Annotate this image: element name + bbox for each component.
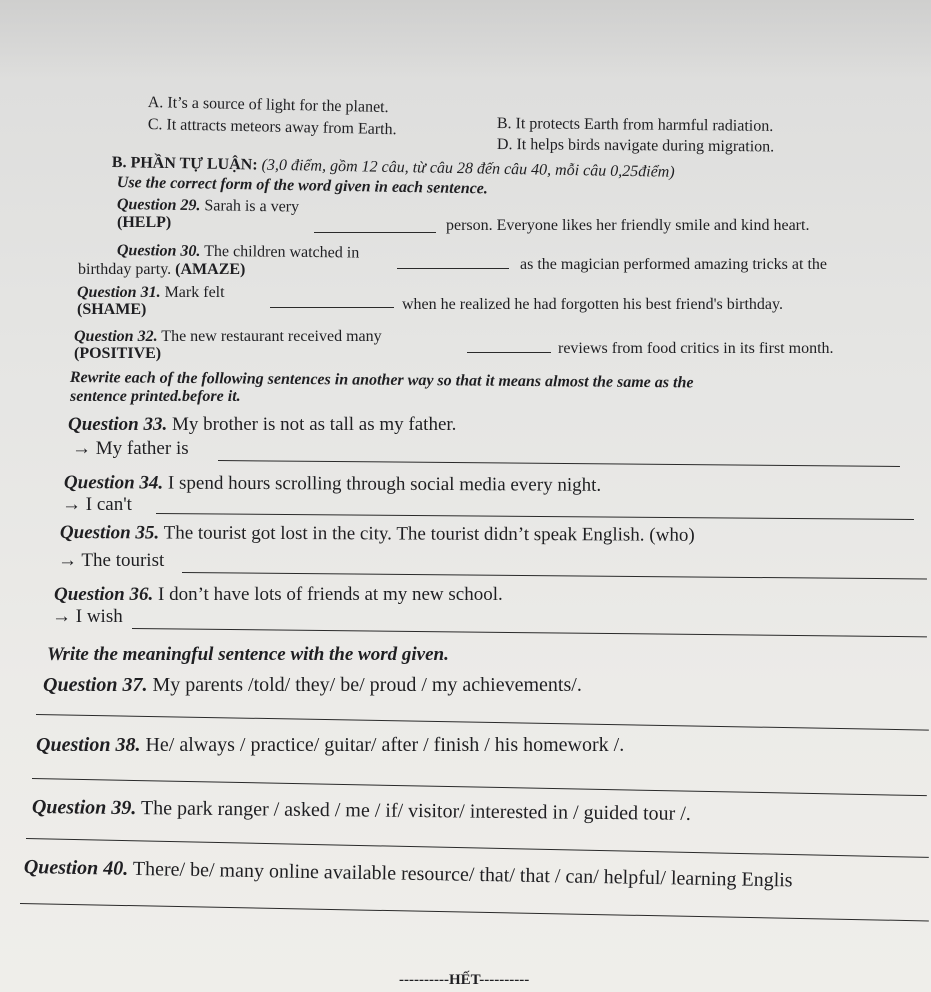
q34-answer-line[interactable]	[156, 513, 914, 520]
q38-answer-line[interactable]	[32, 778, 927, 796]
q35-text: The tourist got lost in the city. The tourist didn’t speak English. (who)	[163, 522, 695, 546]
q31-text-before: Mark felt	[164, 284, 225, 301]
q34-prompt: → I can't	[62, 494, 132, 515]
q39-question	[32, 796, 691, 826]
q32-text-before: The new restaurant received many	[161, 328, 382, 345]
q39-answer-line[interactable]	[26, 838, 929, 858]
end-mark: ----------HẾT----------	[399, 972, 530, 988]
q31-label: Question 31.	[77, 284, 161, 301]
q38-label: Question 38.	[36, 734, 141, 756]
q34-question	[64, 472, 601, 497]
q33-answer-line[interactable]	[218, 460, 900, 467]
q36-text: I don’t have lots of friends at my new school.	[158, 584, 503, 605]
q29-text-before: Sarah is a very	[204, 197, 300, 216]
q30-keyword: (AMAZE)	[175, 261, 246, 278]
option-c: C. It attracts meteors away from Earth.	[147, 116, 397, 139]
top-shadow	[0, 0, 931, 80]
q36-answer-line[interactable]	[132, 628, 927, 637]
q39-label: Question 39.	[31, 796, 137, 820]
q29-keyword: (HELP)	[117, 214, 172, 231]
q34-text: I spend hours scrolling through social media every night.	[167, 472, 602, 496]
q31-answer-blank[interactable]	[270, 307, 394, 308]
q37-question	[43, 674, 582, 697]
q40-question	[24, 856, 793, 892]
option-a: A. It’s a source of light for the planet.	[147, 94, 389, 117]
q32-line1	[74, 328, 382, 346]
option-b: B. It protects Earth from harmful radiation.	[496, 115, 774, 135]
q29-text-after: person. Everyone likes her friendly smile and kind heart.	[446, 217, 810, 234]
q36-prompt: → I wish	[52, 606, 123, 627]
q36-label: Question 36.	[54, 584, 154, 605]
q37-text: My parents /told/ they/ be/ proud / my achievements/.	[152, 674, 582, 696]
q30-text-cont: birthday party.	[78, 261, 172, 278]
option-d: D. It helps birds navigate during migration.	[496, 136, 775, 156]
q31-text-after: when he realized he had forgotten his best friend's birthday.	[402, 296, 783, 313]
q32-answer-blank[interactable]	[467, 352, 551, 353]
meaningful-instruction: Write the meaningful sentence with the word given.	[47, 644, 449, 665]
q30-line2	[78, 261, 245, 279]
rewrite-instruction-line2: sentence printed.before it.	[70, 388, 241, 405]
q40-answer-line[interactable]	[20, 903, 929, 921]
q32-keyword: (POSITIVE)	[74, 345, 162, 362]
q29-answer-blank[interactable]	[314, 232, 436, 233]
q33-text: My brother is not as tall as my father.	[172, 414, 457, 435]
q38-question	[36, 734, 624, 757]
q31-line1	[77, 284, 225, 302]
rewrite-instruction-line1: Rewrite each of the following sentences in another way so that it means almost the same as the	[69, 369, 694, 392]
q30-text-after: as the magician performed amazing tricks at the	[520, 256, 827, 273]
q33-question	[68, 414, 456, 436]
q31-keyword: (SHAME)	[77, 301, 147, 318]
q30-line1	[117, 242, 360, 263]
q35-label: Question 35.	[59, 522, 160, 544]
q35-prompt: → The tourist	[58, 550, 165, 571]
section-b-note: (3,0 điểm, gồm 12 câu, từ câu 28 đến câu 40, mỗi câu 0,25điểm)	[261, 156, 675, 181]
q36-question	[54, 584, 503, 606]
q29-label: Question 29.	[116, 196, 201, 215]
q30-label: Question 30.	[116, 242, 201, 260]
q37-answer-line[interactable]	[36, 714, 929, 731]
q40-label: Question 40.	[23, 856, 129, 880]
word-form-instruction: Use the correct form of the word given in each sentence.	[116, 174, 489, 198]
q30-text-before: The children watched in	[204, 242, 360, 262]
q37-label: Question 37.	[43, 674, 148, 696]
q33-label: Question 33.	[68, 414, 168, 435]
q33-prompt: → My father is	[72, 438, 189, 459]
q32-label: Question 32.	[74, 328, 158, 345]
q30-answer-blank[interactable]	[397, 268, 509, 269]
q35-question	[60, 522, 695, 547]
q32-text-after: reviews from food critics in its first month.	[558, 340, 834, 357]
q34-label: Question 34.	[63, 472, 164, 494]
q35-answer-line[interactable]	[182, 572, 927, 580]
section-b-heading: B. PHẦN TỰ LUẬN:	[111, 154, 258, 174]
q40-text: There/ be/ many online available resource/ that/ that / can/ helpful/ learning Englis	[132, 857, 793, 892]
q38-text: He/ always / practice/ guitar/ after / finish / his homework /.	[145, 734, 625, 756]
q39-text: The park ranger / asked / me / if/ visitor/ interested in / guided tour /.	[140, 797, 691, 825]
